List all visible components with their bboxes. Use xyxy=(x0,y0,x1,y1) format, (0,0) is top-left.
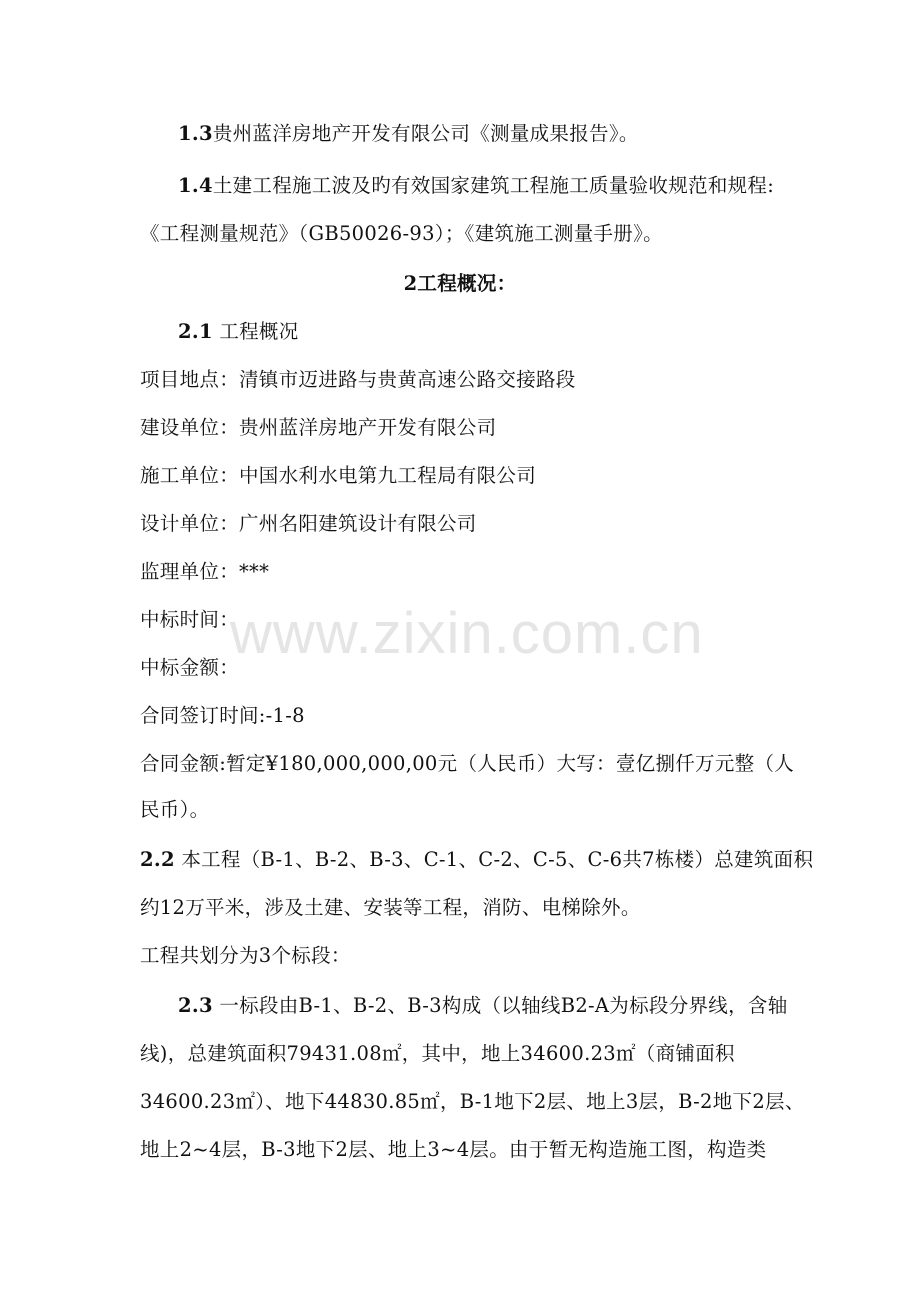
section-heading: 2工程概况： xyxy=(403,272,517,295)
clause-text: 土建工程施工波及旳有效国家建筑工程施工质量验收规范和规程: xyxy=(212,174,775,197)
clause-number: 2.2 xyxy=(140,848,175,871)
paragraph-2-3-line-2: 线)，总建筑面积79431.08㎡，其中，地上34600.23㎡（商铺面积 xyxy=(140,1042,735,1065)
design-unit: 设计单位：广州名阳建筑设计有限公司 xyxy=(140,512,477,535)
bid-amount: 中标金额： xyxy=(140,656,240,679)
clause-text: 本工程（B-1、B-2、B-3、C-1、C-2、C-5、C-6共7栋楼）总建筑面积 xyxy=(181,848,814,871)
clause-number: 1.3 xyxy=(178,122,213,145)
sections-intro: 工程共划分为3个标段： xyxy=(140,944,351,967)
supervision-unit: 监理单位：*** xyxy=(140,560,270,583)
clause-number: 2.3 xyxy=(178,994,213,1017)
project-site: 项目地点：清镇市迈进路与贵黄高速公路交接路段 xyxy=(140,368,576,391)
paragraph-1-4-continuation: 《工程测量规范》（GB50026-93）；《建筑施工测量手册》。 xyxy=(140,222,663,245)
construction-unit: 施工单位：中国水利水电第九工程局有限公司 xyxy=(140,464,537,487)
contract-amount: 合同金额:暂定¥180,000,000,00元（人民币）大写：壹亿捌仟万元整（人 xyxy=(140,752,795,775)
paragraph-1-3 xyxy=(178,120,840,148)
contract-amount-continuation: 民币）。 xyxy=(140,798,210,821)
paragraph-1-4 xyxy=(178,172,840,200)
subsection-title xyxy=(178,318,840,346)
clause-text: 贵州蓝洋房地产开发有限公司《测量成果报告》。 xyxy=(212,122,639,145)
contract-date: 合同签订时间:-1-8 xyxy=(140,704,305,727)
paragraph-2-3 xyxy=(178,992,840,1020)
clause-number: 2.1 xyxy=(178,320,213,343)
clause-text: 工程概况 xyxy=(219,320,299,343)
paragraph-2-3-line-3: 34600.23㎡）、地下44830.85㎡，B-1地下2层、地上3层，B-2地下2层、 xyxy=(140,1090,805,1113)
paragraph-2-3-line-4: 地上2~4层，B-3地下2层、地上3~4层。由于暂无构造施工图，构造类 xyxy=(140,1138,767,1161)
paragraph-2-2 xyxy=(140,846,840,874)
bid-time: 中标时间： xyxy=(140,608,240,631)
paragraph-2-2-continuation: 约12万平米，涉及土建、安装等工程，消防、电梯除外。 xyxy=(140,896,641,919)
clause-number: 1.4 xyxy=(178,174,213,197)
watermark: www.zixin.com.cn xyxy=(230,601,704,666)
clause-text: 一标段由B-1、B-2、B-3构成（以轴线B2-A为标段分界线，含轴 xyxy=(219,994,788,1017)
developer-unit: 建设单位：贵州蓝洋房地产开发有限公司 xyxy=(140,416,497,439)
